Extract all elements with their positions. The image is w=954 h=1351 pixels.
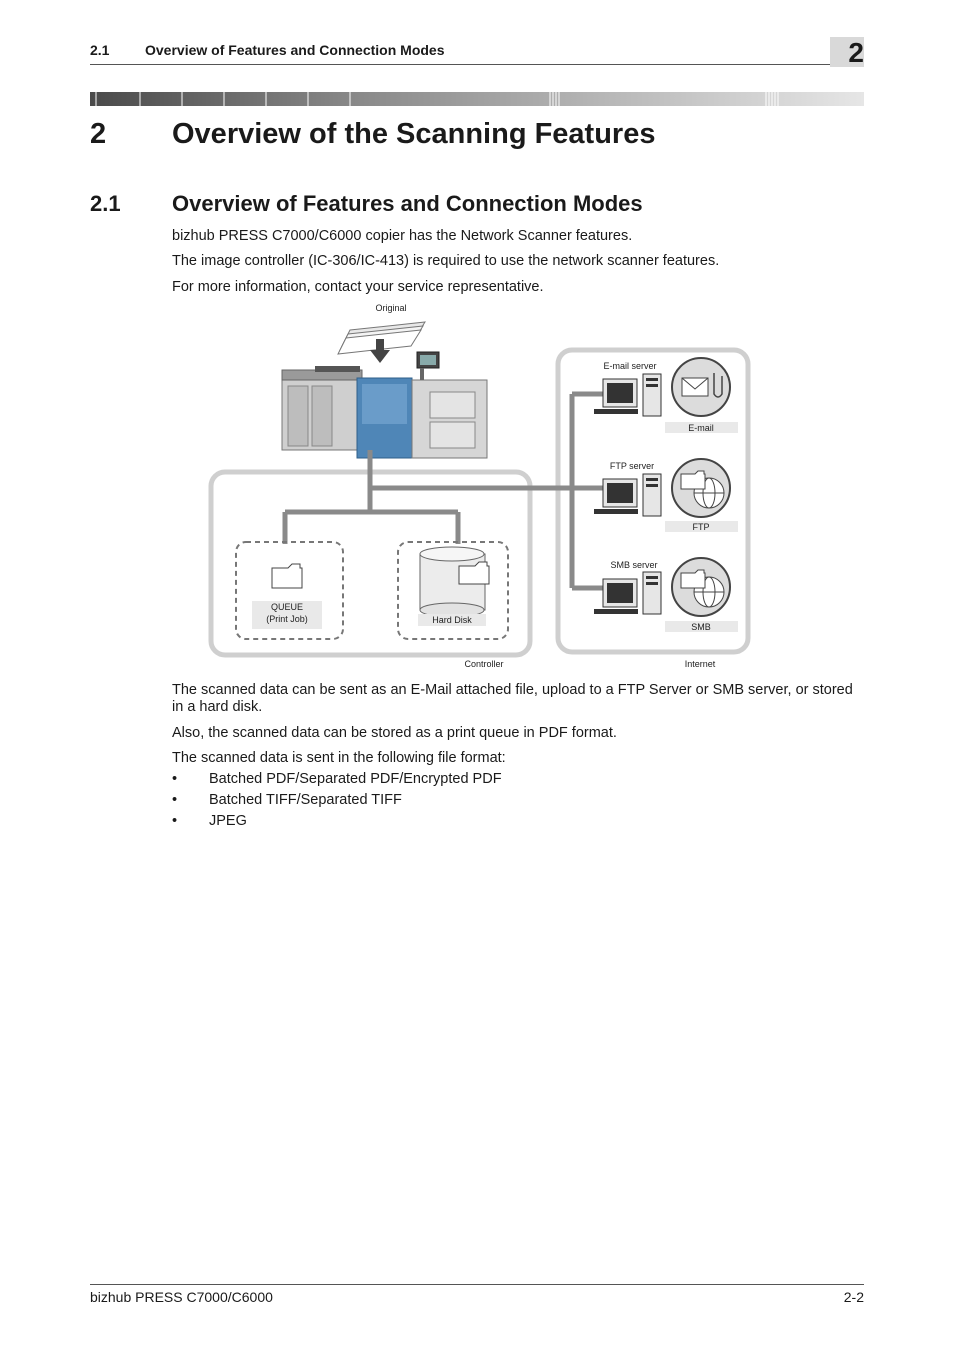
smb-server-computer-icon	[594, 572, 661, 614]
section-title: Overview of Features and Connection Modes	[172, 191, 643, 216]
email-server-computer-icon	[594, 374, 661, 416]
chapter-badge: 2	[830, 37, 864, 67]
body-paragraph: The scanned data is sent in the following file format:	[172, 750, 506, 766]
queue-label-line2: (Print Job)	[266, 614, 308, 624]
list-item-text: Batched TIFF/Separated TIFF	[209, 792, 402, 808]
copier-machine-icon	[282, 352, 487, 458]
smb-globe-icon	[672, 558, 730, 616]
decorative-bar	[90, 92, 864, 106]
body-paragraph: Also, the scanned data can be stored as a print queue in PDF format.	[172, 725, 617, 741]
chapter-title: Overview of the Scanning Features	[172, 118, 656, 150]
section-number: 2.1	[90, 191, 121, 216]
body-paragraph: The scanned data can be sent as an E-Mail attached file, upload to a FTP Server or SMB server, or stored in a hard disk.	[172, 682, 853, 715]
header-section-number: 2.1	[90, 42, 110, 58]
smb-server-label: SMB server	[610, 560, 658, 570]
ftp-server-label: FTP server	[609, 461, 655, 471]
chapter-number: 2	[90, 118, 107, 150]
bullet-icon: •	[172, 813, 178, 829]
email-server-label: E-mail server	[603, 361, 657, 371]
smb-label: SMB	[691, 622, 711, 632]
header-rule	[90, 64, 830, 65]
email-label: E-mail	[688, 423, 714, 433]
hard-disk-label: Hard Disk	[432, 615, 472, 625]
ftp-server-computer-icon	[594, 474, 661, 516]
hard-disk-icon	[420, 547, 489, 617]
queue-label-line1: QUEUE	[270, 602, 304, 612]
header-section-title: Overview of Features and Connection Modes	[145, 42, 445, 58]
ftp-globe-icon	[672, 459, 730, 517]
bullet-icon: •	[172, 771, 178, 787]
footer-product-name: bizhub PRESS C7000/C6000	[90, 1289, 273, 1305]
folder-icon	[272, 564, 302, 588]
list-item-text: JPEG	[209, 813, 247, 829]
email-icon	[672, 358, 730, 416]
footer-rule	[90, 1284, 864, 1285]
ftp-label: FTP	[692, 522, 710, 532]
connection-diagram	[200, 300, 760, 675]
footer-page-number: 2-2	[843, 1289, 864, 1305]
list-item-text: Batched PDF/Separated PDF/Encrypted PDF	[209, 771, 502, 787]
intro-paragraph: For more information, contact your service representative.	[172, 279, 544, 295]
controller-label: Controller	[464, 659, 504, 669]
intro-paragraph: The image controller (IC-306/IC-413) is required to use the network scanner features.	[172, 253, 720, 269]
intro-paragraph: bizhub PRESS C7000/C6000 copier has the Network Scanner features.	[172, 228, 633, 244]
original-label: Original	[375, 303, 407, 313]
internet-label: Internet	[684, 659, 716, 669]
bullet-icon: •	[172, 792, 178, 808]
